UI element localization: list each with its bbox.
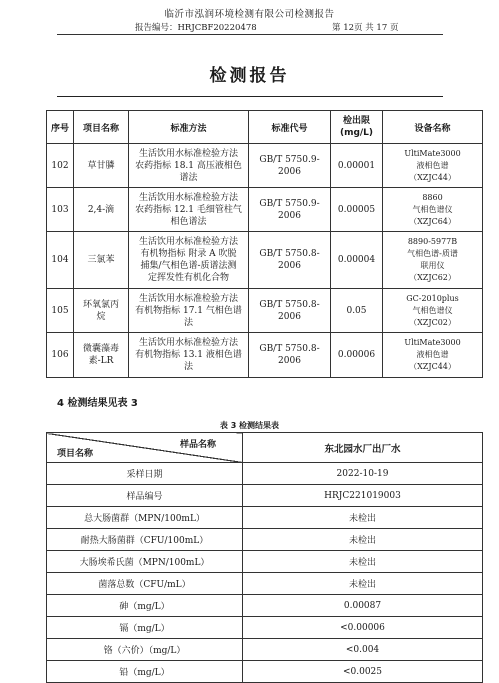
method-table-row (47, 144, 483, 188)
detection-limit: 0.00001 (331, 144, 383, 188)
device-name: 8890-5977B 气相色谱-质谱 联用仪 （XZJC62） (383, 232, 483, 289)
method-table-header (47, 111, 483, 144)
result-table-row (47, 463, 483, 485)
result-value: 0.00087 (243, 595, 483, 617)
result-value: HRJC221019003 (243, 485, 483, 507)
result-table-row (47, 617, 483, 639)
detection-limit: 0.00006 (331, 333, 383, 378)
standard-method: 生活饮用水标准检验方法 有机物指标 17.1 气相色谱 法 (129, 289, 249, 333)
item-name: 环氧氯丙 烷 (74, 289, 129, 333)
device-name: UltiMate3000 液相色谱 （XZJC44） (383, 333, 483, 378)
result-item-name: 耐热大肠菌群（CFU/100mL） (47, 529, 243, 551)
result-table-row (47, 551, 483, 573)
result-item-name: 铬（六价）（mg/L） (47, 639, 243, 661)
result-table-row (47, 485, 483, 507)
detection-limit: 0.05 (331, 289, 383, 333)
item-name-label: 项目名称 (57, 449, 94, 459)
standard-method: 生活饮用水标准检验方法 有机物指标 13.1 液相色谱 法 (129, 333, 249, 378)
sample-site-header: 东北园水厂出厂水 (243, 433, 483, 463)
result-value: 未检出 (243, 529, 483, 551)
page-indicator: 第 12页 共 17 页 (332, 23, 399, 33)
result-item-name: 铅（mg/L） (47, 661, 243, 683)
item-name: 草甘膦 (74, 144, 129, 188)
result-item-name: 总大肠菌群（MPN/100mL） (47, 507, 243, 529)
col-header-method: 标准方法 (129, 111, 249, 144)
result-value: 未检出 (243, 573, 483, 595)
method-table-row (47, 232, 483, 289)
standard-code: GB/T 5750.9- 2006 (249, 144, 331, 188)
result-table-row (47, 573, 483, 595)
row-number: 103 (47, 188, 74, 232)
result-table-row (47, 639, 483, 661)
result-table-header (47, 433, 483, 463)
result-table-row (47, 529, 483, 551)
standard-method: 生活饮用水标准检验方法 农药指标 12.1 毛细管柱气 相色谱法 (129, 188, 249, 232)
result-item-name: 菌落总数（CFU/mL） (47, 573, 243, 595)
result-value: 2022-10-19 (243, 463, 483, 485)
row-number: 105 (47, 289, 74, 333)
item-name: 2,4-滴 (74, 188, 129, 232)
corner-header-cell (47, 433, 243, 463)
standard-code: GB/T 5750.9- 2006 (249, 188, 331, 232)
standard-method: 生活饮用水标准检验方法 农药指标 18.1 高压液相色 谱法 (129, 144, 249, 188)
result-item-name: 大肠埃希氏菌（MPN/100mL） (47, 551, 243, 573)
sample-name-label: 样品名称 (179, 440, 216, 450)
result-value: <0.0025 (243, 661, 483, 683)
result-table-row (47, 595, 483, 617)
col-header-device: 设备名称 (383, 111, 483, 144)
title-rule (57, 96, 443, 97)
result-table-row (47, 507, 483, 529)
result-value: 未检出 (243, 551, 483, 573)
result-item-name: 砷（mg/L） (47, 595, 243, 617)
header-rule (57, 34, 443, 35)
item-name: 微囊藻毒 素-LR (74, 333, 129, 378)
result-item-name: 镉（mg/L） (47, 617, 243, 639)
result-table (46, 432, 483, 683)
report-number: 报告编号：HRJCBF20220478 (135, 23, 257, 33)
result-value: <0.004 (243, 639, 483, 661)
result-item-name: 采样日期 (47, 463, 243, 485)
method-table-row (47, 333, 483, 378)
standard-code: GB/T 5750.8- 2006 (249, 289, 331, 333)
detection-limit: 0.00004 (331, 232, 383, 289)
result-item-name: 样品编号 (47, 485, 243, 507)
result-value: <0.00006 (243, 617, 483, 639)
table-caption: 表 3 检测结果表 (219, 421, 280, 430)
item-name: 三氯苯 (74, 232, 129, 289)
device-name: UltiMate3000 液相色谱 （XZJC44） (383, 144, 483, 188)
standard-code: GB/T 5750.8- 2006 (249, 232, 331, 289)
method-table (46, 110, 483, 378)
result-value: 未检出 (243, 507, 483, 529)
document-title: 检测报告 (209, 66, 290, 86)
result-table-row (47, 661, 483, 683)
method-table-row (47, 289, 483, 333)
device-name: 8860 气相色谱仪 （XZJC64） (383, 188, 483, 232)
col-header-no: 序号 (47, 111, 74, 144)
standard-method: 生活饮用水标准检验方法 有机物指标 附录 A 吹脱 捕集/气相色谱-质谱法测 定挥发性有机化合物 (129, 232, 249, 289)
standard-code: GB/T 5750.8- 2006 (249, 333, 331, 378)
company-header: 临沂市泓润环境检测有限公司检测报告 (164, 9, 335, 20)
row-number: 106 (47, 333, 74, 378)
method-table-row (47, 188, 483, 232)
row-number: 104 (47, 232, 74, 289)
device-name: GC-2010plus 气相色谱仪 （XZJC02） (383, 289, 483, 333)
section-title: 4 检测结果见表 3 (57, 398, 138, 409)
row-number: 102 (47, 144, 74, 188)
col-header-limit: 检出限 (mg/L) (331, 111, 383, 144)
detection-limit: 0.00005 (331, 188, 383, 232)
col-header-code: 标准代号 (249, 111, 331, 144)
col-header-item: 项目名称 (74, 111, 129, 144)
